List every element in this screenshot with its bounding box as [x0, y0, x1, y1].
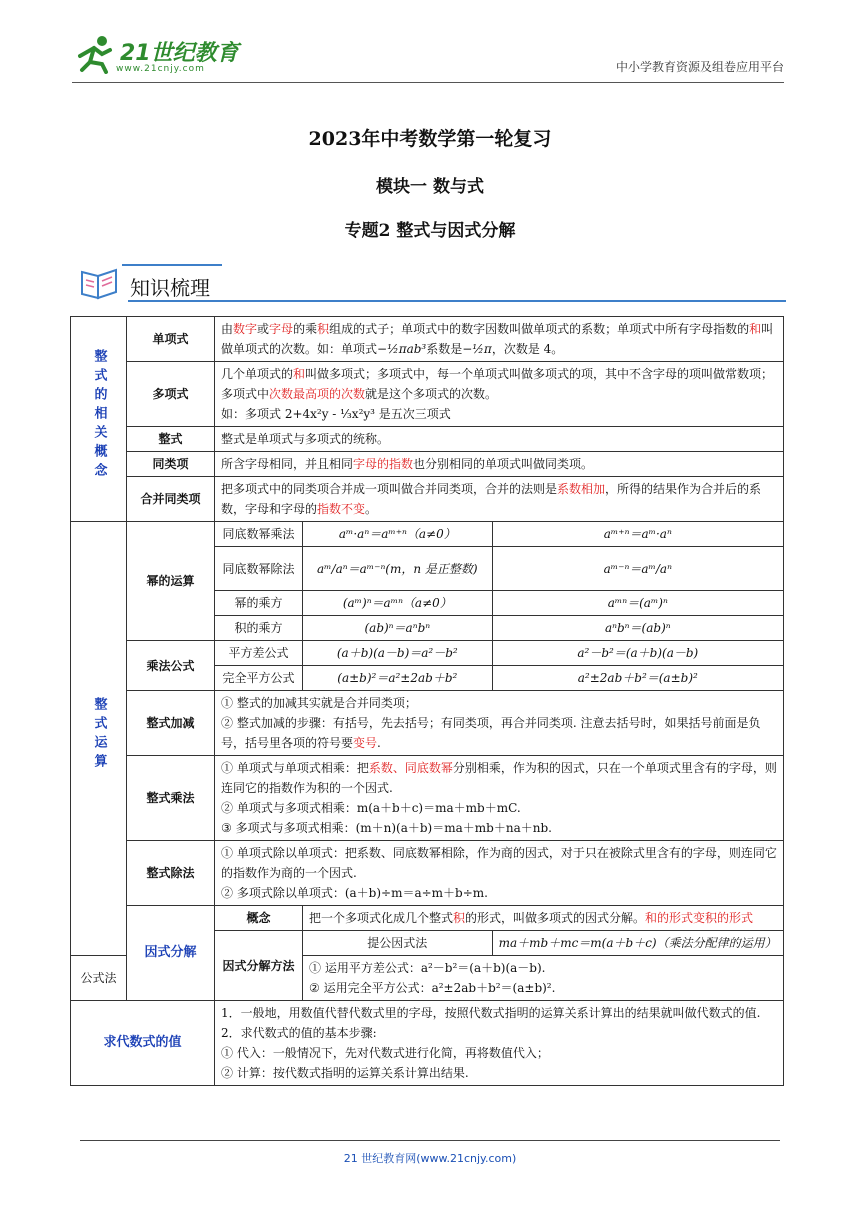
formula: a²－b²＝(a＋b)(a－b)	[492, 641, 783, 666]
table-row	[71, 477, 784, 522]
factor-concept-definition: 把一个多项式化成几个整式积的形式，叫做多项式的因式分解。和的形式变积的形式	[303, 906, 784, 931]
table-row	[71, 906, 784, 931]
table-row	[71, 452, 784, 477]
term-power-ops: 幂的运算	[127, 522, 215, 641]
header-divider	[72, 82, 784, 83]
monomial-definition: 由数字或字母的乘积组成的式子；单项式中的数字因数叫做单项式的系数；单项式中所有字母指数的和叫做单项式的次数。如：单项式−½πab³系数是−½π，次数是 4。	[215, 317, 784, 362]
op-name: 平方差公式	[215, 641, 303, 666]
op-name: 积的乘方	[215, 616, 303, 641]
formula: aᵐ·aⁿ＝aᵐ⁺ⁿ（a≠0）	[303, 522, 493, 547]
method-name: 提公因式法	[303, 931, 493, 956]
table-row	[71, 427, 784, 452]
section-title: 知识梳理	[130, 276, 210, 300]
formula: aᵐ⁺ⁿ＝aᵐ·aⁿ	[492, 522, 783, 547]
term-mult-formula: 乘法公式	[127, 641, 215, 691]
platform-name: 中小学教育资源及组卷应用平台	[615, 60, 784, 74]
table-row	[71, 841, 784, 906]
category-eval: 求代数式的值	[71, 1001, 215, 1086]
topic-title: 专题2 整式与因式分解	[344, 221, 516, 241]
integral-definition: 整式是单项式与多项式的统称。	[215, 427, 784, 452]
term-like-terms: 同类项	[127, 452, 215, 477]
add-sub-rules: ① 整式的加减其实就是合并同类项； ② 整式加减的步骤：有括号，先去括号；有同类项，再合并同类项. 注意去括号时，如果括号前面是负号，括号里各项的符号要变号.	[215, 691, 784, 756]
runner-logo-icon	[72, 34, 118, 74]
formula: (a＋b)(a－b)＝a²－b²	[303, 641, 493, 666]
op-name: 同底数幂除法	[215, 547, 303, 591]
category-operations: 整式运算	[71, 522, 127, 956]
formula: aⁿbⁿ＝(ab)ⁿ	[492, 616, 783, 641]
table-row	[71, 317, 784, 362]
page-title: 2023年中考数学第一轮复习	[308, 128, 552, 150]
div-rules: ① 单项式除以单项式：把系数、同底数幂相除，作为商的因式，对于只在被除式里含有的字母，则连同它的指数作为商的一个因式. ② 多项式除以单项式：(a＋b)÷m＝a÷m＋b÷m.	[215, 841, 784, 906]
term-div: 整式除法	[127, 841, 215, 906]
formula: aᵐ⁻ⁿ＝aᵐ/aⁿ	[492, 547, 783, 591]
method-name: 公式法	[71, 956, 127, 1001]
method-formula: ma＋mb＋mc＝m(a＋b＋c)（乘法分配律的运用）	[492, 931, 783, 956]
section-top-line	[122, 264, 222, 266]
table-row	[71, 756, 784, 841]
table-row	[71, 641, 784, 666]
op-name: 幂的乘方	[215, 591, 303, 616]
formula: (a±b)²＝a²±2ab＋b²	[303, 666, 493, 691]
like-terms-definition: 所含字母相同，并且相同字母的指数也分别相同的单项式叫做同类项。	[215, 452, 784, 477]
term-factor-methods: 因式分解方法	[215, 931, 303, 1001]
formula: aᵐ/aⁿ＝aᵐ⁻ⁿ(m，n 是正整数)	[303, 547, 493, 591]
term-add-sub: 整式加减	[127, 691, 215, 756]
category-concepts: 整式的相关概念	[71, 317, 127, 522]
category-factor: 因式分解	[127, 906, 215, 1001]
mult-rules: ① 单项式与单项式相乘：把系数、同底数幂分别相乘，作为积的因式，只在一个单项式里含有的字母，则连同它的指数作为积的一个因式. ② 单项式与多项式相乘：m(a＋b＋c)＝ma＋mb＋mC. ③ 多项式与多项式相乘：(m＋n)(a＋b)＝ma＋mb＋na＋nb.	[215, 756, 784, 841]
book-icon	[78, 266, 122, 300]
page-header	[72, 34, 784, 80]
term-monomial: 单项式	[127, 317, 215, 362]
term-mult: 整式乘法	[127, 756, 215, 841]
table-row	[71, 522, 784, 547]
eval-rules: 1．一般地，用数值代替代数式里的字母，按照代数式指明的运算关系计算出的结果就叫做代数式的值. 2．求代数式的值的基本步骤: ① 代入：一般情况下，先对代数式进行化简，再将数值代入； ② 计算：按代数式指明的运算关系计算出结果.	[215, 1001, 784, 1086]
formula: aᵐⁿ＝(aᵐ)ⁿ	[492, 591, 783, 616]
op-name: 同底数幂乘法	[215, 522, 303, 547]
table-row	[71, 362, 784, 427]
term-combine: 合并同类项	[127, 477, 215, 522]
logo-url: www.21cnjy.com	[116, 64, 205, 74]
footer-link[interactable]: 21 世纪教育网(www.21cnjy.com)	[343, 1152, 517, 1165]
formula: a²±2ab＋b²＝(a±b)²	[492, 666, 783, 691]
combine-definition: 把多项式中的同类项合并成一项叫做合并同类项，合并的法则是系数相加，所得的结果作为合并后的系数，字母和字母的指数不变。	[215, 477, 784, 522]
logo-text: 21世纪教育	[120, 41, 239, 66]
polynomial-definition: 几个单项式的和叫做多项式；多项式中，每一个单项式叫做多项式的项，其中不含字母的项叫做常数项；多项式中次数最高项的次数就是这个多项式的次数。 如：多项式 2+4x²y - ⅓x²y³ 是五次三项式	[215, 362, 784, 427]
term-factor-concept: 概念	[215, 906, 303, 931]
knowledge-table	[70, 316, 784, 1086]
table-row	[71, 691, 784, 756]
footer-divider	[80, 1140, 780, 1141]
section-header	[74, 260, 786, 304]
term-integral: 整式	[127, 427, 215, 452]
formula: (ab)ⁿ＝aⁿbⁿ	[303, 616, 493, 641]
table-row	[71, 1001, 784, 1086]
term-polynomial: 多项式	[127, 362, 215, 427]
op-name: 完全平方公式	[215, 666, 303, 691]
module-title: 模块一 数与式	[376, 177, 484, 197]
formula: (aᵐ)ⁿ＝aᵐⁿ（a≠0）	[303, 591, 493, 616]
section-underline	[128, 300, 786, 302]
method-formula: ① 运用平方差公式：a²－b²＝(a＋b)(a－b). ② 运用完全平方公式：a²±2ab＋b²＝(a±b)².	[303, 956, 784, 1001]
